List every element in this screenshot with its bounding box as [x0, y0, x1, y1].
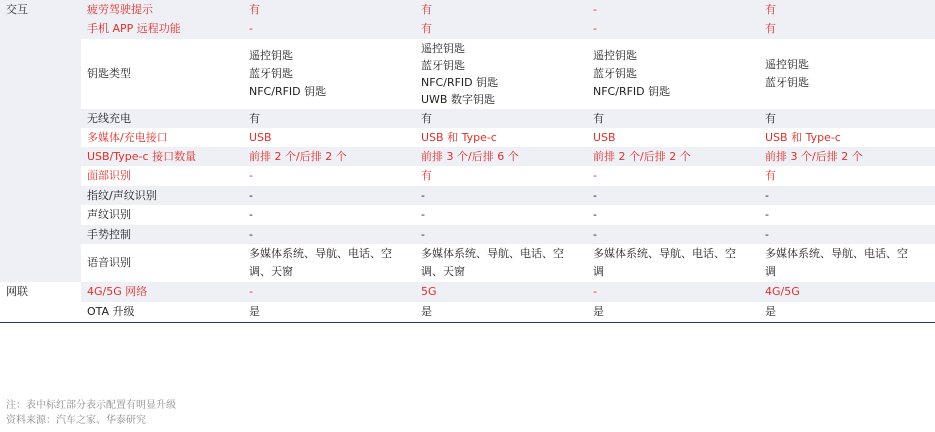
table-row [0, 282, 935, 302]
value-line: 蓝牙钥匙 [593, 67, 637, 80]
value-line: 遥控钥匙 [249, 49, 293, 62]
category-network: 网联 [0, 282, 81, 322]
value-cell-3: - [587, 225, 759, 244]
value-line: 调 [593, 265, 604, 278]
value-cell-4: 有 [759, 109, 935, 128]
value-cell-2: 前排 3 个/后排 6 个 [415, 147, 587, 166]
value-line: 蓝牙钥匙 [421, 59, 465, 72]
feature-label: 疲劳驾驶提示 [81, 0, 243, 19]
value-cell-1: - [243, 19, 415, 39]
feature-label: 指纹/声纹识别 [81, 186, 243, 205]
value-cell-3: - [587, 186, 759, 205]
table-row [0, 244, 935, 282]
value-cell-3: - [587, 19, 759, 39]
value-cell-4 [759, 39, 935, 109]
feature-label: 声纹识别 [81, 205, 243, 225]
table-row [0, 225, 935, 244]
value-cell-4: 4G/5G [759, 282, 935, 302]
table-row [0, 39, 935, 109]
value-line: 蓝牙钥匙 [765, 76, 809, 89]
feature-label: 手势控制 [81, 225, 243, 244]
note-text: 注：表中标红部分表示配置有明显升级 [6, 400, 176, 411]
value-cell-3: - [587, 0, 759, 19]
value-cell-2: USB 和 Type-c [415, 128, 587, 147]
value-cell-4: 前排 3 个/后排 2 个 [759, 147, 935, 166]
value-cell-2: 有 [415, 166, 587, 186]
feature-label: USB/Type-c 接口数量 [81, 147, 243, 166]
table-row [0, 302, 935, 322]
value-line: 调、天窗 [421, 265, 465, 278]
value-cell-1: - [243, 225, 415, 244]
value-line: 遥控钥匙 [421, 42, 465, 55]
value-cell-3: USB [587, 128, 759, 147]
value-line: 蓝牙钥匙 [249, 67, 293, 80]
feature-label: OTA 升级 [81, 302, 243, 322]
value-cell-1: - [243, 186, 415, 205]
feature-label: 手机 APP 远程功能 [81, 19, 243, 39]
value-line: NFC/RFID 钥匙 [421, 76, 499, 89]
value-line: 多媒体系统、导航、电话、空 [421, 247, 564, 260]
value-line: 遥控钥匙 [765, 58, 809, 71]
value-cell-2: 是 [415, 302, 587, 322]
value-line: NFC/RFID 钥匙 [249, 85, 327, 98]
feature-label: 多媒体/充电接口 [81, 128, 243, 147]
value-cell-1: - [243, 282, 415, 302]
table-row [0, 186, 935, 205]
table-row [0, 147, 935, 166]
table-row [0, 109, 935, 128]
value-cell-2: 有 [415, 19, 587, 39]
value-cell-4: 是 [759, 302, 935, 322]
value-cell-4: 有 [759, 0, 935, 19]
value-cell-1: USB [243, 128, 415, 147]
feature-label: 语音识别 [81, 244, 243, 282]
value-cell-4: 有 [759, 19, 935, 39]
value-cell-1 [243, 244, 415, 282]
value-cell-1 [243, 39, 415, 109]
value-cell-1: 前排 2 个/后排 2 个 [243, 147, 415, 166]
value-cell-2: - [415, 225, 587, 244]
value-cell-4: USB 和 Type-c [759, 128, 935, 147]
feature-label: 无线充电 [81, 109, 243, 128]
value-cell-4: 有 [759, 166, 935, 186]
value-cell-2 [415, 244, 587, 282]
table-row [0, 0, 935, 19]
value-cell-3: - [587, 166, 759, 186]
value-cell-3 [587, 244, 759, 282]
value-cell-1: - [243, 205, 415, 225]
value-line: 多媒体系统、导航、电话、空 [593, 247, 736, 260]
value-cell-3: - [587, 282, 759, 302]
value-cell-1: 有 [243, 109, 415, 128]
notes [0, 398, 935, 428]
value-cell-4: - [759, 205, 935, 225]
category-interaction: 交互 [0, 0, 81, 282]
value-cell-4 [759, 244, 935, 282]
value-cell-2: - [415, 186, 587, 205]
value-cell-2: 有 [415, 0, 587, 19]
value-line: 调、天窗 [249, 265, 293, 278]
value-line: 多媒体系统、导航、电话、空 [765, 247, 908, 260]
feature-label: 4G/5G 网络 [81, 282, 243, 302]
value-cell-1: 是 [243, 302, 415, 322]
value-cell-4: - [759, 225, 935, 244]
source-text: 资料来源：汽车之家、华泰研究 [6, 415, 146, 426]
value-line: 多媒体系统、导航、电话、空 [249, 247, 392, 260]
value-cell-1: - [243, 166, 415, 186]
value-line: NFC/RFID 钥匙 [593, 85, 671, 98]
value-line: 遥控钥匙 [593, 49, 637, 62]
value-cell-1: 有 [243, 0, 415, 19]
table-row [0, 19, 935, 39]
value-cell-2: 5G [415, 282, 587, 302]
value-cell-2: 有 [415, 109, 587, 128]
value-line: UWB 数字钥匙 [421, 93, 495, 106]
value-cell-2: - [415, 205, 587, 225]
table-row [0, 128, 935, 147]
value-cell-3: - [587, 205, 759, 225]
table-row [0, 205, 935, 225]
table-row [0, 166, 935, 186]
value-cell-3: 是 [587, 302, 759, 322]
value-cell-2 [415, 39, 587, 109]
feature-label: 面部识别 [81, 166, 243, 186]
value-cell-4: - [759, 186, 935, 205]
value-cell-3 [587, 39, 759, 109]
value-line: 调 [765, 265, 776, 278]
value-cell-3: 前排 2 个/后排 2 个 [587, 147, 759, 166]
value-cell-3: 有 [587, 109, 759, 128]
feature-label: 钥匙类型 [81, 39, 243, 109]
